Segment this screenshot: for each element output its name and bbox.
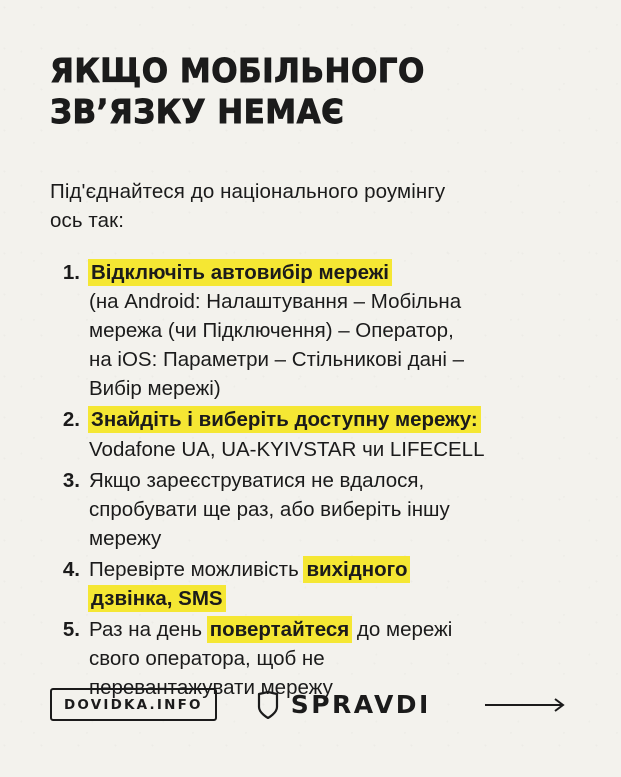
step-text: Раз на день bbox=[89, 618, 208, 642]
step-line: свого оператора, щоб не bbox=[89, 647, 325, 671]
step-number: 5. bbox=[62, 618, 80, 642]
intro-text bbox=[50, 177, 570, 236]
step-line bbox=[89, 555, 571, 584]
step-line bbox=[89, 584, 571, 613]
step-line: мережа (чи Підключення) – Оператор, bbox=[89, 319, 454, 343]
highlighted-text: повертайтеся bbox=[209, 618, 350, 642]
spravdi-label: SPRAVDI bbox=[290, 690, 431, 719]
step-line bbox=[89, 405, 571, 434]
intro-line-2: ось так: bbox=[50, 209, 125, 233]
page-title bbox=[50, 50, 540, 133]
step-text: до мережі bbox=[351, 618, 453, 642]
footer bbox=[50, 688, 571, 721]
dovidka-logo[interactable]: DOVIDKA.INFO bbox=[50, 688, 217, 721]
highlighted-text: Знайдіть і виберіть доступну мережу: bbox=[91, 408, 478, 432]
spravdi-logo[interactable] bbox=[257, 690, 431, 719]
step-line: Вибір мережі) bbox=[89, 377, 221, 401]
step-line: (на Android: Налаштування – Мобільна bbox=[89, 290, 462, 314]
highlighted-text: вихідного bbox=[306, 558, 408, 582]
step-line: мережу bbox=[89, 526, 162, 550]
shield-icon bbox=[257, 691, 279, 719]
step-text: Перевірте можливість bbox=[89, 558, 305, 582]
intro-line-1: Під'єднайтеся до національного роумінгу bbox=[50, 179, 446, 203]
page-title-line-1: ЯКЩО МОБІЛЬНОГО bbox=[50, 51, 425, 90]
list-item bbox=[50, 555, 571, 613]
list-item bbox=[50, 466, 571, 553]
step-line bbox=[89, 258, 571, 287]
step-line: спробувати ще раз, або виберіть іншу bbox=[89, 497, 450, 521]
page-title-line-2: ЗВ’ЯЗКУ НЕМАЄ bbox=[50, 92, 345, 132]
steps-list bbox=[50, 258, 571, 703]
step-body bbox=[89, 555, 571, 613]
step-line: на iOS: Параметри – Стільникові дані – bbox=[89, 348, 465, 372]
list-item bbox=[50, 405, 571, 463]
highlighted-text: Відключіть автовибір мережі bbox=[91, 260, 389, 284]
highlighted-text: дзвінка, SMS bbox=[91, 587, 223, 611]
step-number: 2. bbox=[62, 408, 80, 432]
step-line: перевантажувати мережу bbox=[89, 676, 333, 700]
list-item bbox=[50, 258, 571, 404]
step-number: 4. bbox=[62, 558, 80, 582]
arrow-right-icon[interactable] bbox=[485, 697, 571, 713]
step-number: 1. bbox=[62, 260, 80, 284]
step-line: Vodafone UA, UA-KYIVSTAR чи LIFECELL bbox=[89, 437, 485, 461]
step-body bbox=[89, 258, 571, 404]
step-line: Якщо зареєструватися не вдалося, bbox=[89, 468, 425, 492]
step-body bbox=[89, 405, 571, 463]
step-number: 3. bbox=[62, 468, 80, 492]
step-line bbox=[89, 615, 571, 644]
step-body bbox=[89, 466, 571, 553]
